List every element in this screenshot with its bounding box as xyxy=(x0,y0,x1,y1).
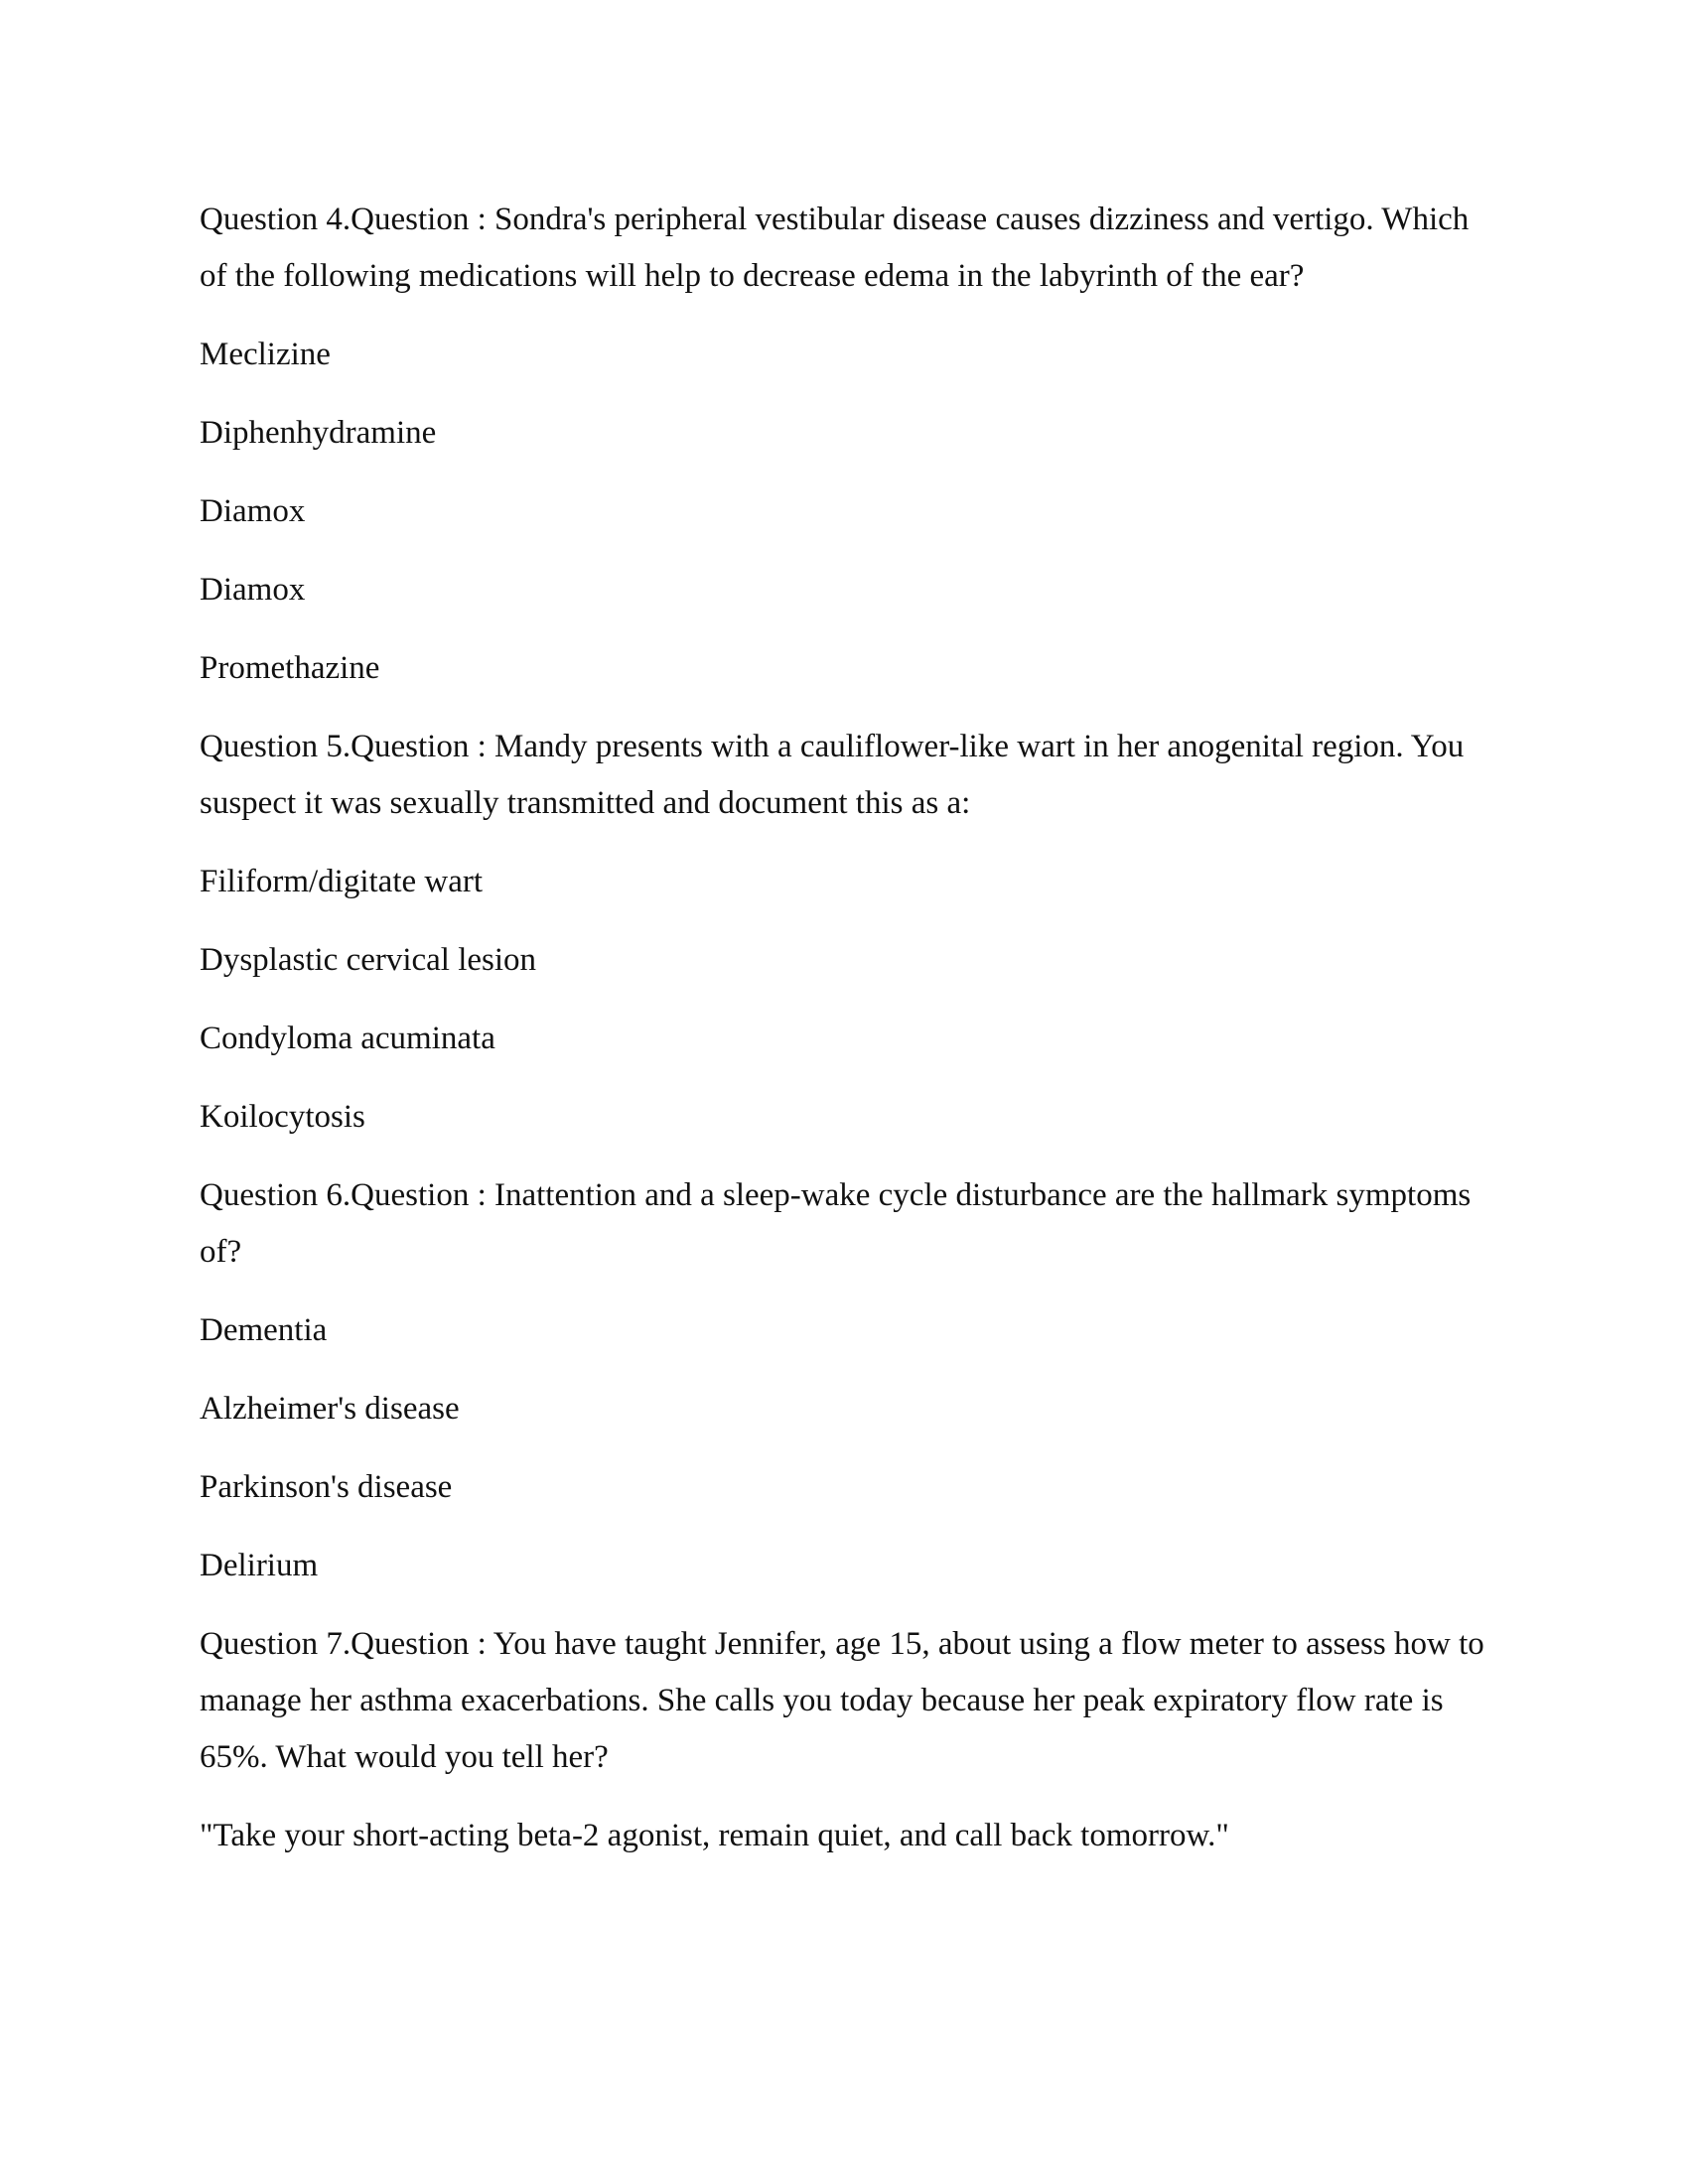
question-4-option-4: Diamox xyxy=(200,572,306,608)
question-5-text: Question 5.Question : Mandy presents with a cauliflower-like wart in her anogenital region. You suspect it was sexually transmitted and document this as a: xyxy=(200,729,1465,821)
question-7 xyxy=(200,1616,1492,1864)
question-4-option-2: Diphenhydramine xyxy=(200,415,437,451)
question-6-option-2: Alzheimer's disease xyxy=(200,1391,460,1427)
question-4-options xyxy=(200,327,1492,697)
document-body xyxy=(200,192,1492,1886)
question-4-option-3: Diamox xyxy=(200,493,306,529)
question-7-options xyxy=(200,1808,1492,1864)
question-6-option-1: Dementia xyxy=(200,1312,328,1348)
question-6-options xyxy=(200,1302,1492,1594)
question-4-option-5: Promethazine xyxy=(200,650,380,686)
question-5-option-2: Dysplastic cervical lesion xyxy=(200,942,537,978)
question-5-option-4: Koilocytosis xyxy=(200,1099,365,1135)
question-5-options xyxy=(200,854,1492,1146)
question-6-text: Question 6.Question : Inattention and a sleep-wake cycle disturbance are the hallmark symptoms of? xyxy=(200,1177,1472,1270)
question-5 xyxy=(200,719,1492,1146)
question-6-option-3: Parkinson's disease xyxy=(200,1469,453,1505)
question-6-option-4: Delirium xyxy=(200,1548,319,1583)
question-6 xyxy=(200,1167,1492,1594)
question-4 xyxy=(200,192,1492,697)
question-7-option-1: "Take your short-acting beta-2 agonist, remain quiet, and call back tomorrow." xyxy=(200,1818,1229,1853)
question-7-text: Question 7.Question : You have taught Jennifer, age 15, about using a flow meter to assess how to manage her asthma exacerbations. She calls you today because her peak expiratory flow rate is 65%. What would you tell her? xyxy=(200,1626,1484,1775)
question-5-option-3: Condyloma acuminata xyxy=(200,1021,495,1056)
question-4-text: Question 4.Question : Sondra's peripheral vestibular disease causes dizziness and vertigo. Which of the following medications will help to decrease edema in the labyrinth of the ear? xyxy=(200,202,1470,294)
question-5-option-1: Filiform/digitate wart xyxy=(200,864,484,899)
question-4-option-1: Meclizine xyxy=(200,337,331,372)
